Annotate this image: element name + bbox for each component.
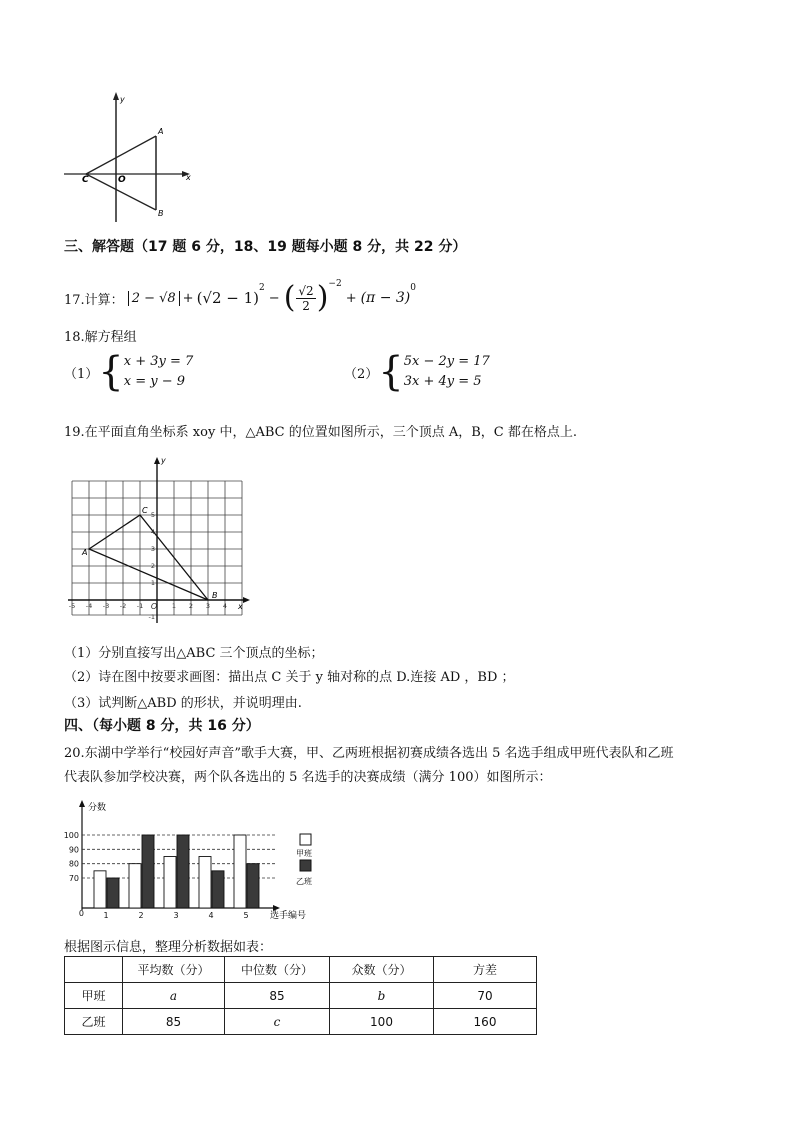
table-row [65,983,537,1009]
legend-label-yi: 乙班 [296,877,312,886]
table-header: 平均数（分） [123,957,225,983]
chart-x-ticks [103,911,248,920]
table-header: 中位数（分） [225,957,330,983]
bar-jia-2 [129,864,141,908]
q17-exp2: −2 [328,279,342,289]
y-tick: -1 [148,613,155,621]
y-tick: 5 [150,511,155,519]
table-cell: 160 [434,1009,537,1035]
q19-grid-figure [62,455,252,625]
q17-frac-den: 2 [302,298,310,313]
top-coordinate-figure [58,88,198,228]
y-tick-label: 100 [63,831,79,840]
x-tick-label: 5 [243,911,249,920]
bar-jia-4 [199,857,211,909]
q17-exp1: 2 [259,283,265,293]
bar-jia-3 [164,857,176,909]
table-cell: c [225,1009,330,1035]
x-tick-origin: O [150,602,158,611]
q19-sub2: （2）诗在图中按要求画图：描出点 C 关于 y 轴对称的点 D.连接 AD ，BD ； [64,670,515,685]
y-tick: 1 [150,579,155,587]
bar-yi-2 [142,835,154,908]
q20-bar-chart [62,798,342,928]
x-tick: 2 [188,602,194,610]
q17-plus2: + [345,290,357,306]
table-cell: a [123,983,225,1009]
label-x: x [186,173,191,182]
table-header [65,957,123,983]
table-cell: 甲班 [65,983,123,1009]
y-tick-label: 80 [68,859,79,869]
stats-table [64,956,537,1035]
q20-stem-line2: 代表队参加学校决赛，两个队各选出的 5 名选手的决赛成绩（满分 100）如图所示： [64,770,552,785]
q19-sub1: （1）分别直接写出△ABC 三个顶点的坐标； [64,646,324,661]
q17-exp3: 0 [410,283,416,293]
grid-x-ticks [69,602,227,611]
q17-paren2: (π − 3) [360,290,411,306]
x-tick: -3 [102,602,110,610]
q17-plus1: + [182,290,194,306]
q18-p1-eq1: x + 3y = 7 [123,354,194,369]
triangle-abc [89,515,208,600]
y-tick: 2 [150,562,155,570]
q17-fraction [296,284,315,313]
q18-p1-label: （1） [64,366,99,382]
bar-yi-1 [107,878,119,908]
table-cell: b [330,983,434,1009]
grid-label-c: C [142,506,148,515]
legend-swatch-jia [300,834,311,845]
y-tick-label: 90 [68,845,79,855]
q17-abs: 2 − √8 [128,291,180,306]
q19-stem: 19.在平面直角坐标系 xoy 中，△ABC 的位置如图所示，三个顶点 A，B，C 都在格点上. [64,425,577,440]
grid-label-a: A [82,548,88,557]
legend-label-jia: 甲班 [296,849,312,858]
section3-heading: 三、解答题（17 题 6 分，18、19 题每小题 8 分，共 22 分） [64,239,467,255]
q17-frac-num: √2 [298,283,314,298]
table-cell: 100 [330,1009,434,1035]
grid-label-b: B [212,591,218,600]
table-cell: 乙班 [65,1009,123,1035]
table-cell: 85 [225,983,330,1009]
x-tick-label: 3 [173,911,179,920]
x-tick: -5 [68,602,76,610]
x-tick-label: 1 [103,911,109,920]
chart-y-ticks [64,831,84,918]
x-tick: 3 [205,602,211,610]
label-y: y [120,95,125,104]
x-tick: -1 [136,602,144,610]
bar-jia-1 [94,871,106,908]
q17-prefix: 17.计算： [64,292,124,308]
table-cell: 85 [123,1009,225,1035]
x-tick: -4 [85,602,93,610]
grid-axis-x: x [238,602,243,611]
x-tick: 4 [222,602,228,610]
grid-axis-y: y [161,456,166,465]
label-b: B [158,209,164,218]
table-header-row [65,957,537,983]
label-o: O [118,175,126,185]
y-tick: 3 [150,545,155,553]
chart-ylabel: 分数 [88,803,107,813]
q17-paren1: (√2 − 1) [196,289,260,307]
q18-system2: （2） { 5x − 2y = 17 3x + 4y = 5 [344,349,490,395]
q18-title: 18.解方程组 [64,330,137,345]
label-a: A [158,127,164,136]
table-cell: 70 [434,983,537,1009]
x-tick-label: 2 [138,911,144,920]
q18-p2-eq1: 5x − 2y = 17 [403,354,490,369]
y-tick-label: 0 [78,909,84,918]
q18-p2-label: （2） [344,366,379,382]
table-header: 众数（分） [330,957,434,983]
table-header: 方差 [434,957,537,983]
q18-p2-eq2: 3x + 4y = 5 [403,374,482,389]
y-tick-label: 70 [68,874,79,883]
x-tick: -2 [119,602,127,610]
bar-yi-5 [247,864,259,908]
q17-expression: 17.计算： 2 − √8 + (√2 − 1) $^2$ − ( $\frac{√2}{2}$ ) $^{-2}$ + (π − 3) $^0$ [64,279,416,315]
bar-jia-5 [234,835,246,908]
section4-heading: 四、（每小题 8 分，共 16 分） [64,718,260,734]
q20-table-intro: 根据图示信息，整理分析数据如表： [64,940,273,955]
bar-yi-4 [212,871,224,908]
x-tick-label: 4 [208,911,214,920]
chart-xlabel: 选手编号 [270,911,307,921]
q18-p1-eq2: x = y − 9 [123,374,185,389]
legend-swatch-yi [300,860,311,871]
q17-minus: − [268,290,280,306]
y-tick: 4 [150,528,155,536]
table-row [65,1009,537,1035]
q19-sub3: （3）试判断△ABD 的形状，并说明理由. [64,696,302,711]
bar-yi-3 [177,835,189,908]
q18-system1: （1） { x + 3y = 7 x = y − 9 [64,349,194,395]
q20-stem-line1: 20.东湖中学举行“校园好声音”歌手大赛，甲、乙两班根据初赛成绩各选出 5 名选手组成甲班代表队和乙班 [64,746,674,761]
label-c: C [82,175,89,185]
chart-bars [94,835,259,908]
x-tick: 1 [171,602,177,610]
